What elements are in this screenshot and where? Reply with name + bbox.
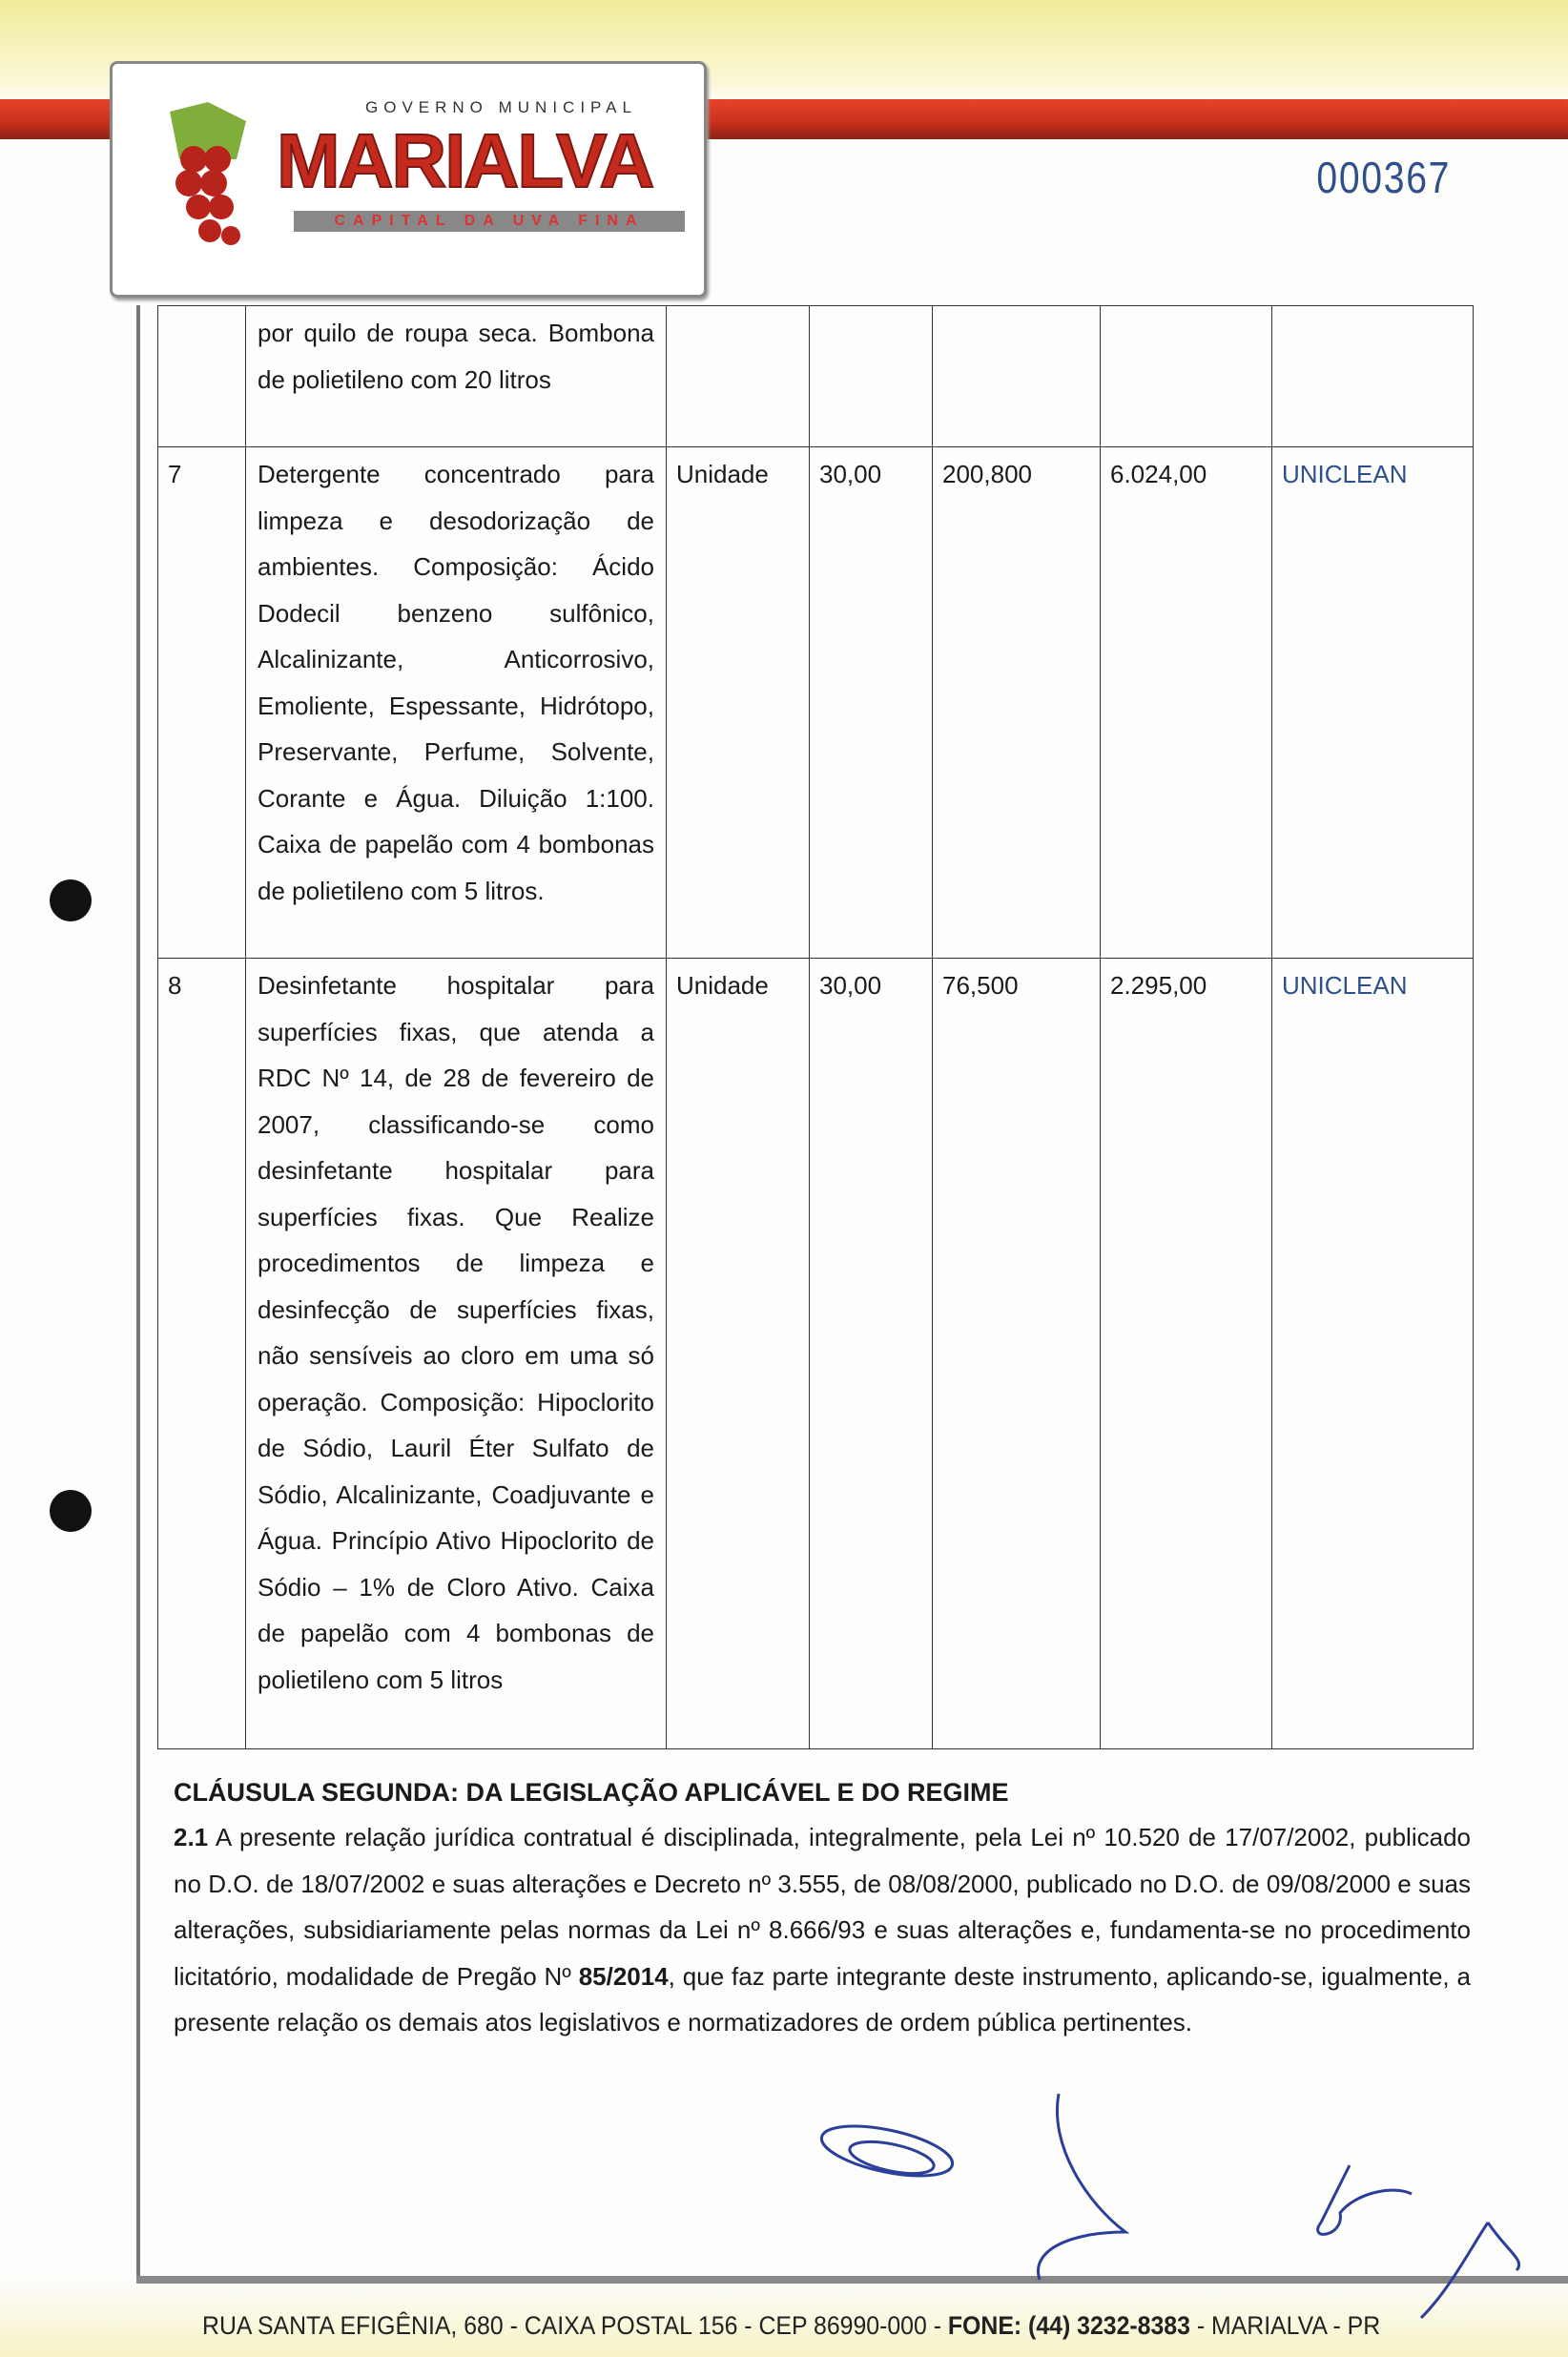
- item-total: 6.024,00: [1101, 447, 1272, 959]
- item-total: 2.295,00: [1101, 959, 1272, 1749]
- clause-number: 2.1: [174, 1823, 209, 1851]
- footer-city: - MARIALVA - PR: [1189, 2311, 1381, 2340]
- item-number: 7: [158, 447, 246, 959]
- footer-phone: FONE: (44) 3232-8383: [947, 2311, 1190, 2340]
- letterhead-footer: [202, 2310, 1380, 2341]
- item-description: Desinfetante hospitalar para superfícies fixas, que atenda a RDC Nº 14, de 28 de fevereiro de 2007, classificando-se como desinfetante hospitalar para superfícies fixas. Que Realize procedimentos de limpeza e desinfecção de superfícies fixas, não sensíveis ao cloro em uma só operação. Composição: Hipoclorito de Sódio, Lauril Éter Sulfato de Sódio, Alcalinizante, Coadjuvante e Água. Princípio Ativo Hipoclorito de Sódio – 1% de Cloro Ativo. Caixa de papelão com 4 bombonas de polietileno com 5 litros: [246, 959, 667, 1749]
- clause-text-b: , que faz parte integrante deste instrumento, aplicando-se, igualmente, a presente relação os demais atos legislativos e normatizadores de ordem pública pertinentes.: [174, 1961, 1471, 2037]
- footer-address: RUA SANTA EFIGÊNIA, 680 - CAIXA POSTAL 156 - CEP 86990-000 -: [202, 2311, 948, 2340]
- item-unit: Unidade: [667, 447, 810, 959]
- page-number-stamp: 000367: [1316, 153, 1452, 202]
- item-number: 8: [158, 959, 246, 1749]
- item-quantity: 30,00: [810, 959, 933, 1749]
- item-unit: Unidade: [667, 959, 810, 1749]
- clause-heading: CLÁUSULA SEGUNDA: DA LEGISLAÇÃO APLICÁVEL E DO REGIME: [174, 1778, 1009, 1807]
- item-brand: UNICLEAN: [1272, 959, 1474, 1749]
- item-brand: UNICLEAN: [1272, 447, 1474, 959]
- item-unit-price: 76,500: [933, 959, 1101, 1749]
- logo-government-label: GOVERNO MUNICIPAL: [365, 98, 637, 116]
- logo-slogan: CAPITAL DA UVA FINA: [294, 211, 685, 232]
- item-description: Detergente concentrado para limpeza e desodorização de ambientes. Composição: Ácido Dodecil benzeno sulfônico, Alcalinizante, Anticorrosivo, Emoliente, Espessante, Hidrótopo, Preservante, Perfume, Solvente, Corante e Água. Diluição 1:100. Caixa de papelão com 4 bombonas de polietileno com 5 litros.: [246, 447, 667, 959]
- item-description: por quilo de roupa seca. Bombona de polietileno com 20 litros: [246, 306, 667, 447]
- pregao-number: 85/2014: [578, 1961, 669, 1991]
- logo-city-name: MARIALVA: [277, 118, 653, 203]
- item-unit-price: 200,800: [933, 447, 1101, 959]
- item-quantity: 30,00: [810, 447, 933, 959]
- clause-text-a: A presente relação jurídica contratual é disciplinada, integralmente, pela Lei nº 10.520 de 17/07/2002, publicado no D.O. de 18/07/2002 e suas alterações e Decreto nº 3.555, de 08/08/2000, publicado no D.O. de 09/08/2000 e suas alterações, subsidiariamente pelas normas da Lei nº 8.666/93 e suas alterações e, fundamenta-se no procedimento licitatório, modalidade de Pregão Nº: [174, 1823, 1471, 1991]
